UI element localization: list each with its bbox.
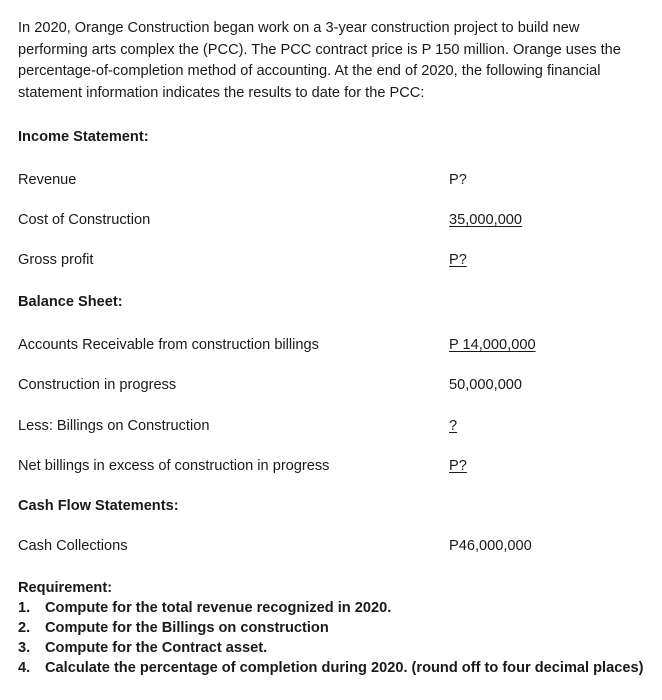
intro-line: percentage-of-completion method of accounting. At the end of 2020, the following financial [18, 63, 601, 79]
intro-line: In 2020, Orange Construction began work on a 3-year construction project to build new [18, 20, 580, 36]
net-billings-value: P? [449, 458, 467, 474]
billings-on-construction-value: ? [449, 418, 458, 434]
income-statement-heading: Income Statement: [18, 129, 149, 145]
net-billings-label: Net billings in excess of construction in progress [18, 458, 330, 474]
gross-profit-value: P? [449, 252, 467, 268]
revenue-value: P? [449, 172, 467, 188]
requirement-number: 2. [18, 620, 31, 636]
requirement-item [18, 658, 658, 678]
requirement-text: Compute for the Contract asset. [45, 640, 268, 656]
requirement-text: Compute for the total revenue recognized in 2020. [45, 600, 392, 616]
cash-collections-label: Cash Collections [18, 538, 128, 554]
construction-in-progress-value: 50,000,000 [449, 377, 523, 393]
requirement-number: 4. [18, 660, 31, 676]
cash-flow-heading: Cash Flow Statements: [18, 498, 179, 514]
balance-sheet-heading: Balance Sheet: [18, 294, 123, 310]
billings-on-construction-label: Less: Billings on Construction [18, 418, 210, 434]
requirements-section [18, 578, 658, 678]
accounts-receivable-label: Accounts Receivable from construction billings [18, 337, 319, 353]
revenue-label: Revenue [18, 172, 77, 188]
requirements-list [18, 598, 658, 678]
cash-collections-value: P46,000,000 [449, 538, 532, 554]
requirement-item [18, 598, 658, 618]
intro-line: performing arts complex the (PCC). The PCC contract price is P 150 million. Orange uses the [18, 41, 621, 58]
requirement-number: 3. [18, 640, 31, 656]
requirement-text: Calculate the percentage of completion during 2020. (round off to four decimal places) [45, 660, 644, 676]
intro-paragraph [18, 18, 648, 104]
gross-profit-label: Gross profit [18, 252, 94, 268]
cost-of-construction-value: 35,000,000 [449, 212, 523, 228]
construction-in-progress-label: Construction in progress [18, 377, 177, 393]
requirement-text: Compute for the Billings on construction [45, 620, 329, 636]
requirements-title: Requirement: [18, 580, 113, 596]
requirement-number: 1. [18, 600, 31, 616]
cost-of-construction-label: Cost of Construction [18, 212, 151, 228]
requirement-item [18, 638, 658, 658]
requirement-item [18, 618, 658, 638]
accounts-receivable-value: P 14,000,000 [449, 337, 536, 353]
intro-line: statement information indicates the results to date for the PCC: [18, 84, 425, 101]
